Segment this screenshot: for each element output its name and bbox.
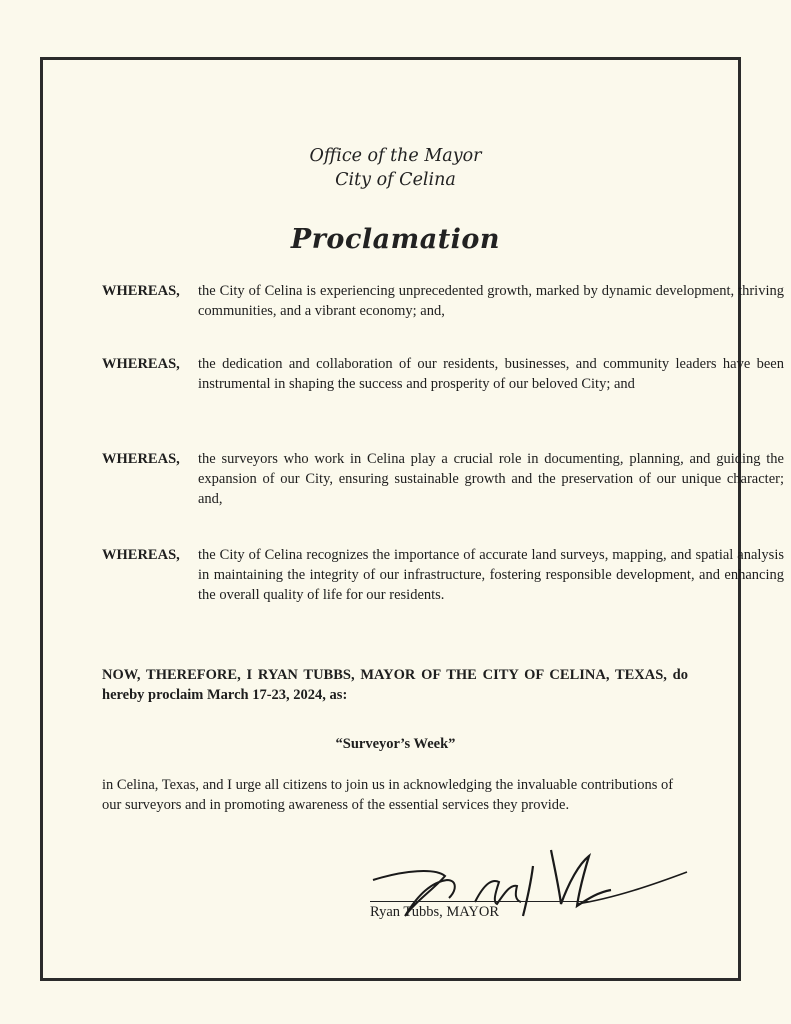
whereas-text: the City of Celina is experiencing unprecedented growth, marked by dynamic development, thriving communities, and a vibrant economy; and,: [198, 283, 784, 319]
signer-name: Ryan Tubbs, MAYOR: [370, 904, 500, 920]
whereas-clause: [102, 449, 784, 509]
whereas-clause: [102, 545, 784, 605]
whereas-keyword: WHEREAS,: [102, 356, 180, 372]
whereas-keyword: WHEREAS,: [102, 451, 180, 467]
now-therefore-statement: NOW, THEREFORE, I RYAN TUBBS, MAYOR OF THE CITY OF CELINA, TEXAS, do hereby proclaim March 17-23, 2024, as:: [102, 667, 688, 703]
proclamation-title: Proclamation: [290, 224, 501, 255]
whereas-text: the surveyors who work in Celina play a crucial role in documenting, planning, and guiding the expansion of our City, ensuring sustainable growth and the preservation of our unique character; and,: [198, 451, 784, 507]
week-title: “Surveyor’s Week”: [335, 736, 456, 752]
signature-line: [370, 901, 590, 902]
whereas-keyword: WHEREAS,: [102, 283, 180, 299]
whereas-text: the dedication and collaboration of our residents, businesses, and community leaders have been instrumental in shaping the success and prosperity of our beloved City; and: [198, 356, 784, 392]
whereas-clause: [102, 281, 784, 321]
city-heading: City of Celina: [335, 170, 456, 190]
whereas-keyword: WHEREAS,: [102, 547, 180, 563]
whereas-clause: [102, 354, 784, 394]
office-heading: Office of the Mayor: [309, 146, 482, 166]
closing-paragraph: in Celina, Texas, and I urge all citizens to join us in acknowledging the invaluable contributions of our surveyors and in promoting awareness of the essential services they provide.: [102, 777, 674, 813]
whereas-text: the City of Celina recognizes the importance of accurate land surveys, mapping, and spatial analysis in maintaining the integrity of our infrastructure, fostering responsible development, and enhancing the overall quality of life for our residents.: [198, 547, 784, 603]
